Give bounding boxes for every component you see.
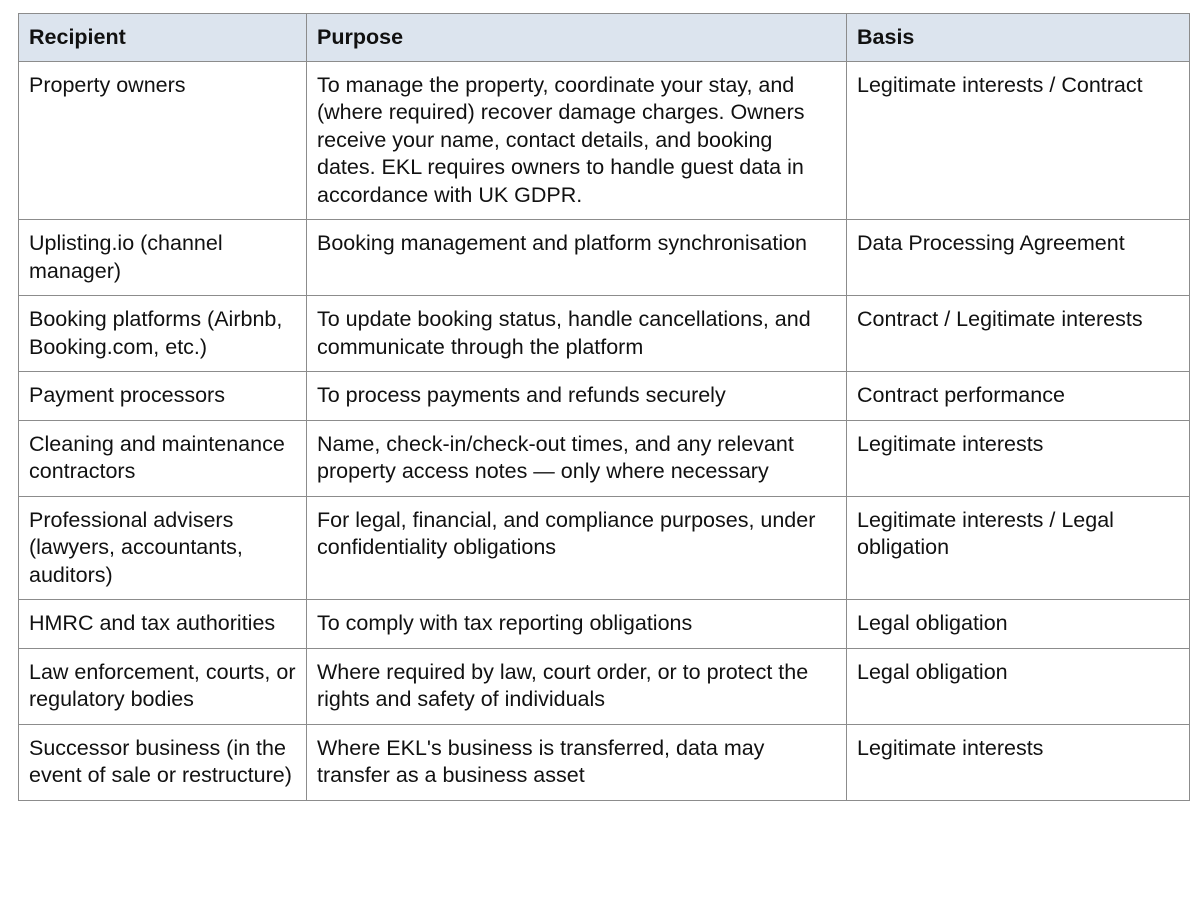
purpose-cell: Booking management and platform synchronisation	[307, 220, 847, 296]
table-row	[19, 296, 1190, 372]
purpose-cell: For legal, financial, and compliance purposes, under confidentiality obligations	[307, 496, 847, 600]
recipient-cell: Successor business (in the event of sale or restructure)	[19, 724, 307, 800]
recipient-cell: Uplisting.io (channel manager)	[19, 220, 307, 296]
purpose-cell: To comply with tax reporting obligations	[307, 600, 847, 649]
table-body	[19, 61, 1190, 800]
header-purpose: Purpose	[307, 14, 847, 62]
recipient-cell: Law enforcement, courts, or regulatory bodies	[19, 648, 307, 724]
table-row	[19, 724, 1190, 800]
table-row	[19, 600, 1190, 649]
table-header	[19, 14, 1190, 62]
header-basis: Basis	[847, 14, 1190, 62]
header-recipient: Recipient	[19, 14, 307, 62]
table-row	[19, 420, 1190, 496]
basis-cell: Legitimate interests / Legal obligation	[847, 496, 1190, 600]
basis-cell: Contract performance	[847, 372, 1190, 421]
table-row	[19, 61, 1190, 220]
basis-cell: Legitimate interests	[847, 724, 1190, 800]
basis-cell: Legal obligation	[847, 600, 1190, 649]
table-row	[19, 648, 1190, 724]
purpose-cell: Where EKL's business is transferred, data may transfer as a business asset	[307, 724, 847, 800]
recipient-cell: Property owners	[19, 61, 307, 220]
purpose-cell: Name, check-in/check-out times, and any relevant property access notes — only where necessary	[307, 420, 847, 496]
table-row	[19, 372, 1190, 421]
basis-cell: Legal obligation	[847, 648, 1190, 724]
purpose-cell: Where required by law, court order, or to protect the rights and safety of individuals	[307, 648, 847, 724]
purpose-cell: To update booking status, handle cancellations, and communicate through the platform	[307, 296, 847, 372]
recipient-cell: Cleaning and maintenance contractors	[19, 420, 307, 496]
recipient-cell: HMRC and tax authorities	[19, 600, 307, 649]
purpose-cell: To process payments and refunds securely	[307, 372, 847, 421]
recipient-cell: Payment processors	[19, 372, 307, 421]
table-row	[19, 220, 1190, 296]
basis-cell: Data Processing Agreement	[847, 220, 1190, 296]
header-row	[19, 14, 1190, 62]
recipient-cell: Professional advisers (lawyers, accountants, auditors)	[19, 496, 307, 600]
basis-cell: Contract / Legitimate interests	[847, 296, 1190, 372]
recipient-cell: Booking platforms (Airbnb, Booking.com, etc.)	[19, 296, 307, 372]
basis-cell: Legitimate interests / Contract	[847, 61, 1190, 220]
basis-cell: Legitimate interests	[847, 420, 1190, 496]
table-row	[19, 496, 1190, 600]
purpose-cell: To manage the property, coordinate your stay, and (where required) recover damage charges. Owners receive your name, contact details, and booking dates. EKL requires owners to handle guest data in accordance with UK GDPR.	[307, 61, 847, 220]
data-sharing-table	[18, 13, 1190, 801]
